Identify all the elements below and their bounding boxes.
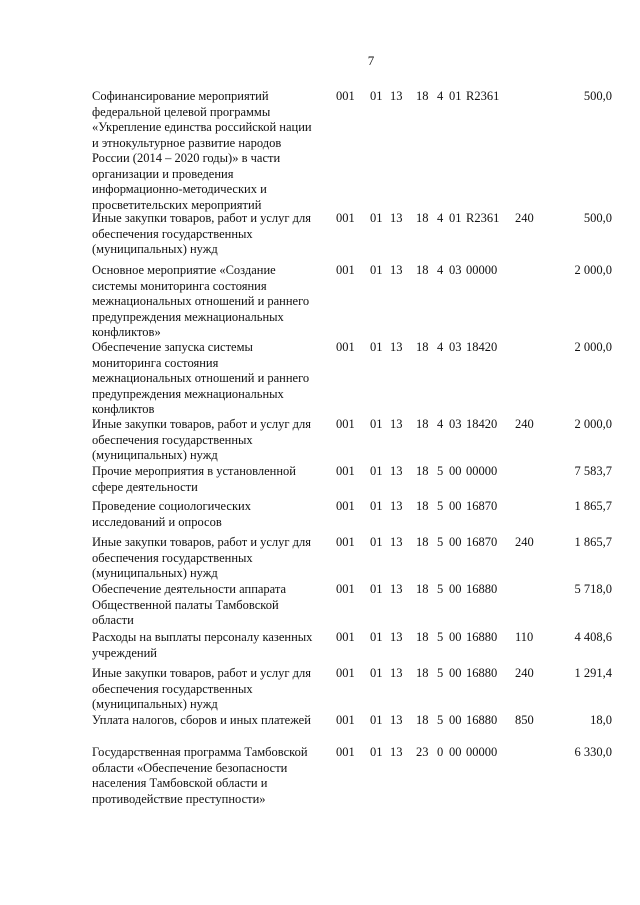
program-code-part: 01 bbox=[449, 211, 462, 225]
program-code-part: 5 bbox=[437, 464, 444, 478]
subsection-code: 13 bbox=[390, 211, 403, 225]
section-code: 01 bbox=[370, 535, 383, 549]
subsection-code: 13 bbox=[390, 630, 403, 644]
expense-type-code: 240 bbox=[515, 535, 534, 549]
table-row bbox=[92, 340, 612, 418]
program-code-part: 16880 bbox=[466, 630, 498, 644]
section-code: 01 bbox=[370, 630, 383, 644]
ministry-code: 001 bbox=[336, 464, 355, 478]
program-code-part: 23 bbox=[416, 745, 429, 759]
table-row bbox=[92, 211, 612, 258]
program-code-part: 01 bbox=[449, 89, 462, 103]
row-name: Обеспечение деятельности аппарата Общественной палаты Тамбовской области bbox=[92, 582, 287, 627]
program-code-part: 18 bbox=[416, 713, 429, 727]
section-code: 01 bbox=[370, 713, 383, 727]
program-code-part: 18 bbox=[416, 89, 429, 103]
amount-value: 1 865,7 bbox=[574, 535, 612, 549]
program-code-part: 4 bbox=[437, 263, 444, 277]
program-code-part: 0 bbox=[437, 745, 444, 759]
subsection-code: 13 bbox=[390, 745, 403, 759]
amount-value: 500,0 bbox=[583, 89, 612, 103]
amount-value: 1 865,7 bbox=[574, 499, 612, 513]
section-code: 01 bbox=[370, 464, 383, 478]
program-code-part: 18420 bbox=[466, 340, 498, 354]
subsection-code: 13 bbox=[390, 89, 403, 103]
subsection-code: 13 bbox=[390, 263, 403, 277]
expense-type-code: 110 bbox=[515, 630, 534, 644]
ministry-code: 001 bbox=[336, 417, 355, 431]
program-code-part: 16870 bbox=[466, 535, 498, 549]
program-code-part: 00 bbox=[449, 630, 462, 644]
subsection-code: 13 bbox=[390, 499, 403, 513]
section-code: 01 bbox=[370, 666, 383, 680]
table-row bbox=[92, 89, 612, 213]
section-code: 01 bbox=[370, 340, 383, 354]
program-code-part: 03 bbox=[449, 340, 462, 354]
program-code-part: 18 bbox=[416, 630, 429, 644]
amount-value: 500,0 bbox=[583, 211, 612, 225]
expense-type-code: 240 bbox=[515, 417, 534, 431]
program-code-part: 00 bbox=[449, 666, 462, 680]
program-code-part: 4 bbox=[437, 417, 444, 431]
program-code-part: 00 bbox=[449, 745, 462, 759]
program-code-part: 00 bbox=[449, 582, 462, 596]
table-row bbox=[92, 535, 612, 582]
program-code-part: 16880 bbox=[466, 713, 498, 727]
program-code-part: 18 bbox=[416, 464, 429, 478]
ministry-code: 001 bbox=[336, 263, 355, 277]
ministry-code: 001 bbox=[336, 89, 355, 103]
program-code-part: 00 bbox=[449, 713, 462, 727]
program-code-part: R2361 bbox=[466, 211, 500, 225]
subsection-code: 13 bbox=[390, 666, 403, 680]
table-row bbox=[92, 417, 612, 464]
ministry-code: 001 bbox=[336, 582, 355, 596]
program-code-part: 5 bbox=[437, 666, 444, 680]
row-name: Проведение социологических исследований и опросов bbox=[92, 499, 251, 529]
row-name: Основное мероприятие «Создание системы мониторинга состояния межнациональных отношений и раннего предупреждения межнациональных конфликтов» bbox=[92, 263, 310, 339]
row-name: Иные закупки товаров, работ и услуг для обеспечения государственных (муниципальных) нужд bbox=[92, 211, 312, 256]
table-row bbox=[92, 464, 612, 495]
program-code-part: 18 bbox=[416, 263, 429, 277]
program-code-part: 00000 bbox=[466, 745, 498, 759]
ministry-code: 001 bbox=[336, 535, 355, 549]
table-row bbox=[92, 263, 612, 341]
amount-value: 1 291,4 bbox=[574, 666, 612, 680]
program-code-part: 16870 bbox=[466, 499, 498, 513]
amount-value: 2 000,0 bbox=[574, 417, 612, 431]
row-name: Софинансирование мероприятий федеральной целевой программы «Укрепление единства российской нации и этнокультурное развитие народов России (2014 – 2020 годы)» в части организации и проведения информационно-методических и просветительских мероприятий bbox=[92, 89, 312, 212]
page-number: 7 bbox=[367, 53, 375, 68]
table-row bbox=[92, 582, 612, 629]
section-code: 01 bbox=[370, 89, 383, 103]
amount-value: 7 583,7 bbox=[574, 464, 612, 478]
amount-value: 18,0 bbox=[590, 713, 612, 727]
section-code: 01 bbox=[370, 417, 383, 431]
program-code-part: 00000 bbox=[466, 263, 498, 277]
ministry-code: 001 bbox=[336, 211, 355, 225]
row-name: Иные закупки товаров, работ и услуг для обеспечения государственных (муниципальных) нужд bbox=[92, 666, 312, 711]
program-code-part: 5 bbox=[437, 499, 444, 513]
program-code-part: 18 bbox=[416, 211, 429, 225]
ministry-code: 001 bbox=[336, 630, 355, 644]
ministry-code: 001 bbox=[336, 499, 355, 513]
program-code-part: 00000 bbox=[466, 464, 498, 478]
row-name: Иные закупки товаров, работ и услуг для обеспечения государственных (муниципальных) нужд bbox=[92, 417, 312, 462]
row-name: Обеспечение запуска системы мониторинга состояния межнациональных отношений и раннего предупреждения межнациональных конфликтов bbox=[92, 340, 310, 416]
amount-value: 4 408,6 bbox=[574, 630, 612, 644]
expense-type-code: 240 bbox=[515, 666, 534, 680]
program-code-part: 5 bbox=[437, 582, 444, 596]
ministry-code: 001 bbox=[336, 340, 355, 354]
program-code-part: 4 bbox=[437, 89, 444, 103]
program-code-part: 4 bbox=[437, 211, 444, 225]
program-code-part: 00 bbox=[449, 499, 462, 513]
section-code: 01 bbox=[370, 211, 383, 225]
subsection-code: 13 bbox=[390, 340, 403, 354]
section-code: 01 bbox=[370, 582, 383, 596]
row-name: Уплата налогов, сборов и иных платежей bbox=[92, 713, 311, 727]
row-name: Расходы на выплаты персоналу казенных учреждений bbox=[92, 630, 313, 660]
ministry-code: 001 bbox=[336, 666, 355, 680]
amount-value: 2 000,0 bbox=[574, 263, 612, 277]
amount-value: 5 718,0 bbox=[574, 582, 612, 596]
program-code-part: 18420 bbox=[466, 417, 498, 431]
table-row bbox=[92, 630, 612, 661]
program-code-part: 18 bbox=[416, 499, 429, 513]
program-code-part: 16880 bbox=[466, 666, 498, 680]
row-name: Государственная программа Тамбовской области «Обеспечение безопасности населения Тамбовской области и противодействие преступности» bbox=[92, 745, 308, 806]
row-name: Прочие мероприятия в установленной сфере деятельности bbox=[92, 464, 296, 494]
program-code-part: 03 bbox=[449, 417, 462, 431]
program-code-part: 00 bbox=[449, 535, 462, 549]
subsection-code: 13 bbox=[390, 417, 403, 431]
table-row bbox=[92, 713, 612, 729]
subsection-code: 13 bbox=[390, 535, 403, 549]
program-code-part: 5 bbox=[437, 713, 444, 727]
section-code: 01 bbox=[370, 745, 383, 759]
program-code-part: 18 bbox=[416, 535, 429, 549]
program-code-part: 16880 bbox=[466, 582, 498, 596]
program-code-part: 4 bbox=[437, 340, 444, 354]
section-code: 01 bbox=[370, 499, 383, 513]
subsection-code: 13 bbox=[390, 582, 403, 596]
program-code-part: 18 bbox=[416, 417, 429, 431]
expense-type-code: 240 bbox=[515, 211, 534, 225]
table-row bbox=[92, 499, 612, 530]
program-code-part: 18 bbox=[416, 666, 429, 680]
table-row bbox=[92, 666, 612, 713]
amount-value: 6 330,0 bbox=[574, 745, 612, 759]
program-code-part: 5 bbox=[437, 535, 444, 549]
program-code-part: 00 bbox=[449, 464, 462, 478]
program-code-part: 03 bbox=[449, 263, 462, 277]
program-code-part: 18 bbox=[416, 582, 429, 596]
expense-type-code: 850 bbox=[515, 713, 534, 727]
subsection-code: 13 bbox=[390, 464, 403, 478]
ministry-code: 001 bbox=[336, 713, 355, 727]
program-code-part: 18 bbox=[416, 340, 429, 354]
program-code-part: R2361 bbox=[466, 89, 500, 103]
row-name: Иные закупки товаров, работ и услуг для обеспечения государственных (муниципальных) нужд bbox=[92, 535, 312, 580]
ministry-code: 001 bbox=[336, 745, 355, 759]
subsection-code: 13 bbox=[390, 713, 403, 727]
program-code-part: 5 bbox=[437, 630, 444, 644]
table-row bbox=[92, 745, 612, 807]
section-code: 01 bbox=[370, 263, 383, 277]
amount-value: 2 000,0 bbox=[574, 340, 612, 354]
